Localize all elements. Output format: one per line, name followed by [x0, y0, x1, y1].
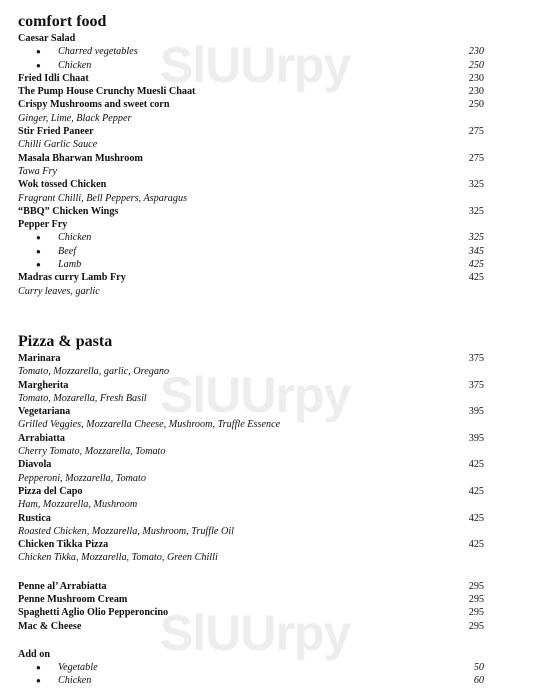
menu-subitem: ● Chicken 325: [36, 232, 484, 244]
menu-item: Chicken Tikka Pizza 425: [18, 539, 484, 551]
section-title-pizza-pasta: Pizza & pasta: [18, 332, 113, 350]
menu-subitem: ● Charred vegetables 230: [36, 46, 484, 58]
item-price: 325: [468, 205, 484, 217]
menu-item: Rustica 425: [18, 512, 484, 524]
section-title-comfort-food: comfort food: [18, 13, 107, 30]
item-price: 295: [468, 620, 484, 632]
bullet-icon: ●: [36, 47, 41, 57]
menu-subitem: ● Chicken 60: [36, 675, 484, 687]
bullet-icon: ●: [36, 663, 41, 673]
item-price: 395: [468, 432, 484, 444]
item-price: 275: [468, 126, 484, 138]
item-description: Ginger, Lime, Black Pepper: [18, 112, 132, 124]
item-description: Curry leaves, garlic: [18, 285, 100, 297]
menu-item: Fried Idli Chaat 230: [18, 72, 484, 84]
menu-item-caesar-salad: Caesar Salad: [18, 33, 76, 44]
slurpy-watermark: SlUUrpy: [160, 367, 351, 423]
menu-item: Diavola 425: [18, 459, 484, 471]
bullet-icon: ●: [36, 246, 41, 256]
item-description: Tawa Fry: [18, 165, 57, 177]
bullet-icon: ●: [36, 260, 41, 270]
item-price: 425: [468, 512, 484, 524]
item-price: 425: [468, 539, 484, 551]
menu-subitem: ● Beef 345: [36, 245, 484, 257]
menu-item: Spaghetti Aglio Olio Pepperoncino 295: [18, 607, 484, 619]
menu-item: Crispy Mushrooms and sweet corn 250: [18, 99, 484, 111]
bullet-icon: ●: [36, 233, 41, 243]
item-description: Tomato, Mozzarella, garlic, Oregano: [18, 366, 170, 378]
bullet-icon: ●: [36, 60, 41, 70]
item-price: 295: [468, 580, 484, 592]
item-description: Ham, Mozzarella, Mushroom: [18, 499, 138, 511]
item-price: 230: [468, 72, 484, 84]
item-description: Chicken Tikka, Mozzarella, Tomato, Green Chilli: [18, 552, 218, 564]
bullet-icon: ●: [36, 676, 41, 686]
menu-item-pepper-fry: Pepper Fry: [18, 219, 68, 231]
item-description: Pepperoni, Mozzarella, Tomato: [18, 472, 146, 484]
item-price: 425: [468, 459, 484, 471]
menu-subitem: ● Vegetable 50: [36, 662, 484, 674]
item-price: 250: [468, 59, 484, 71]
item-price: 425: [468, 259, 484, 271]
menu-item: The Pump House Crunchy Muesli Chaat 230: [18, 86, 484, 98]
item-description: Fragrant Chilli, Bell Peppers, Asparagus: [18, 192, 188, 204]
item-price: 425: [468, 272, 484, 284]
menu-item-add-on: Add on: [18, 648, 50, 660]
slurpy-watermark: SlUUrpy: [160, 605, 351, 661]
menu-item: Wok tossed Chicken 325: [18, 179, 484, 191]
menu-item: Vegetariana 395: [18, 406, 484, 418]
menu-item: Stir Fried Paneer 275: [18, 126, 484, 138]
item-price: 375: [468, 352, 484, 364]
menu-subitem: ● Lamb 425: [36, 259, 484, 271]
item-price: 395: [468, 406, 484, 418]
item-price: 230: [468, 46, 484, 58]
menu-item: Margherita 375: [18, 379, 484, 391]
menu-subitem: ● Chicken 250: [36, 59, 484, 71]
item-price: 375: [468, 379, 484, 391]
item-price: 275: [468, 152, 484, 164]
menu-item: Pizza del Capo 425: [18, 485, 484, 497]
item-price: 295: [468, 593, 484, 605]
item-description: Roasted Chicken, Mozzarella, Mushroom, Truffle Oil: [18, 525, 235, 537]
menu-item: “BBQ” Chicken Wings 325: [18, 205, 484, 217]
item-price: 230: [468, 86, 484, 98]
item-price: 60: [473, 675, 484, 687]
item-price: 325: [468, 232, 484, 244]
menu-item: Mac & Cheese 295: [18, 620, 484, 632]
item-price: 345: [468, 245, 484, 257]
item-price: 425: [468, 485, 484, 497]
item-description: Cherry Tomato, Mozzarella, Tomato: [18, 446, 166, 458]
menu-item: Marinara 375: [18, 352, 484, 364]
item-description: Tomato, Mozarella, Fresh Basil: [18, 392, 147, 404]
item-price: 295: [468, 607, 484, 619]
menu-item: Penne Mushroom Cream 295: [18, 593, 484, 605]
menu-item: Masala Bharwan Mushroom 275: [18, 152, 484, 164]
item-description: Grilled Veggies, Mozzarella Cheese, Mushroom, Truffle Essence: [18, 419, 281, 431]
menu-item: Arrabiatta 395: [18, 432, 484, 444]
slurpy-watermark: SlUUrpy: [160, 37, 351, 93]
item-description: Chilli Garlic Sauce: [18, 139, 98, 151]
item-price: 250: [468, 99, 484, 111]
item-price: 50: [473, 662, 484, 674]
menu-page: [18, 12, 484, 688]
menu-item: Penne al’ Arrabiatta 295: [18, 580, 484, 592]
item-price: 325: [468, 179, 484, 191]
menu-item: Madras curry Lamb Fry 425: [18, 272, 484, 284]
